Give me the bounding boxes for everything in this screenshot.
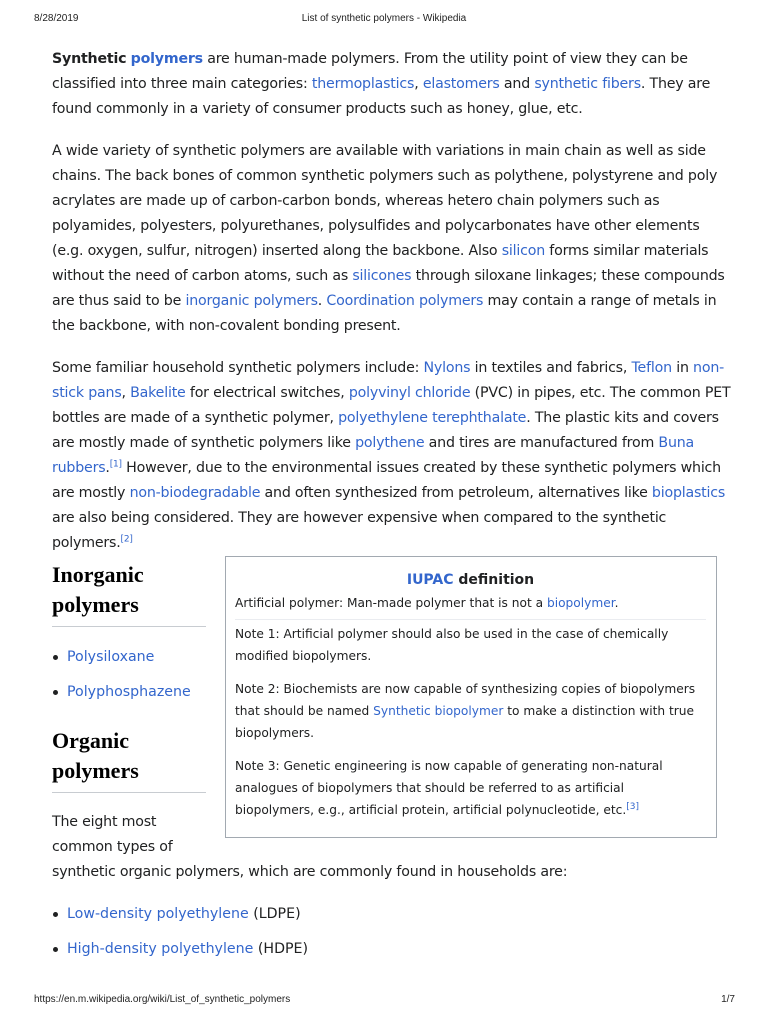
- iupac-title: [235, 569, 706, 591]
- link-coordination-polymers[interactable]: Coordination polymers: [326, 293, 484, 309]
- print-page-title: List of synthetic polymers - Wikipedia: [301, 13, 467, 24]
- reference-3[interactable]: [3]: [626, 801, 639, 812]
- intro-text-4: . They are found commonly in a variety of consumer products such as honey, glue, etc.: [52, 76, 711, 117]
- organic-heading: Organic polymers: [52, 726, 206, 793]
- p2-text-2: forms similar materials without the need of carbon atoms, such as: [52, 243, 709, 284]
- link-silicon[interactable]: silicon: [501, 243, 545, 259]
- list-item: [52, 938, 308, 973]
- link-iupac[interactable]: IUPAC: [406, 572, 454, 588]
- link-nylons[interactable]: Nylons: [423, 360, 471, 376]
- p3-text-11: and often synthesized from petroleum, alternatives like: [260, 485, 652, 501]
- link-pet[interactable]: polyethylene terephthalate: [338, 410, 527, 426]
- iupac-note-2: [235, 678, 706, 744]
- p3-text-1: Some familiar household synthetic polymers include:: [52, 360, 424, 376]
- p3-text-9: .: [105, 460, 110, 476]
- p2-text-1: A wide variety of synthetic polymers are available with variations in main chain as well as side chains. The back bones of common synthetic polymers such as polythene, polystyrene and poly acrylates are made up of carbon-carbon bonds, whereas hetero chain polymers such as polyamides, polyesters, polyurethanes, polysulfides and polycarbonates have other elements (e.g. oxygen, sulfur, nitrogen) inserted along the backbone. Also: [52, 143, 718, 259]
- intro-text-1: are human-made polymers. From the utility point of view they can be classified into three main categories:: [52, 51, 688, 92]
- link-silicones[interactable]: silicones: [352, 268, 412, 284]
- iupac-def-text: Artificial polymer: Man-made polymer that is not a: [235, 596, 547, 610]
- organic-intro-a: The eight most common types of: [52, 814, 173, 855]
- reference-1[interactable]: [1]: [109, 459, 122, 470]
- iupac-definition-box: [225, 556, 717, 838]
- p3-text-2: in textiles and fabrics,: [470, 360, 632, 376]
- list-item: [52, 646, 191, 681]
- link-polyvinyl-chloride[interactable]: polyvinyl chloride: [348, 385, 471, 401]
- organic-intro-b: synthetic organic polymers, which are commonly found in households are:: [52, 864, 568, 880]
- household-paragraph: [52, 356, 732, 556]
- link-polyphosphazene[interactable]: Polyphosphazene: [67, 684, 191, 700]
- p2-text-5: may contain a range of metals in the backbone, with non-covalent bonding present.: [52, 293, 717, 334]
- p3-text-6: (PVC) in pipes, etc. The common PET bottles are made of a synthetic polymer,: [52, 385, 731, 426]
- link-polysiloxane[interactable]: Polysiloxane: [67, 649, 155, 665]
- p3-text-4: ,: [121, 385, 131, 401]
- reference-2[interactable]: [2]: [120, 534, 133, 545]
- iupac-note-1: Note 1: Artificial polymer should also be used in the case of chemically modified biopolymers.: [235, 627, 669, 663]
- iupac-definition: [235, 592, 706, 620]
- p3-text-7: . The plastic kits and covers are mostly made of synthetic polymers like: [52, 410, 719, 451]
- link-biopolymer[interactable]: biopolymer: [546, 596, 615, 610]
- list-item: [52, 903, 308, 938]
- inorganic-heading: Inorganic polymers: [52, 560, 206, 627]
- link-teflon[interactable]: Teflon: [631, 360, 672, 376]
- intro-paragraph: [52, 47, 732, 122]
- iupac-def-end: .: [614, 596, 619, 610]
- link-polymers[interactable]: polymers: [130, 51, 203, 67]
- link-synthetic-biopolymer[interactable]: Synthetic biopolymer: [373, 704, 504, 718]
- iupac-note-3: [235, 755, 706, 821]
- iupac-note2-b: to make a distinction with true biopolymers.: [235, 704, 695, 740]
- p3-text-5: for electrical switches,: [185, 385, 349, 401]
- p3-text-8: and tires are manufactured from: [424, 435, 659, 451]
- print-page-number: 1/7: [721, 994, 735, 1005]
- link-thermoplastics[interactable]: thermoplastics: [311, 76, 415, 92]
- link-hdpe[interactable]: High-density polyethylene: [67, 941, 254, 957]
- inorganic-list: [52, 646, 191, 716]
- intro-text-3: and: [499, 76, 535, 92]
- p2-text-3: through siloxane linkages; these compounds are thus said to be: [52, 268, 725, 309]
- intro-text-2: ,: [414, 76, 423, 92]
- p3-text-12: are also being considered. They are however expensive when compared to the synthetic polymers.: [52, 510, 667, 551]
- link-bioplastics[interactable]: bioplastics: [651, 485, 726, 501]
- intro-bold-synthetic: Synthetic: [52, 51, 127, 67]
- hdpe-suffix: (HDPE): [253, 941, 309, 957]
- p2-text-4: .: [317, 293, 327, 309]
- print-date: 8/28/2019: [34, 13, 79, 24]
- print-url: https://en.m.wikipedia.org/wiki/List_of_synthetic_polymers: [34, 994, 291, 1005]
- p3-text-10: However, due to the environmental issues created by these synthetic polymers which are mostly: [52, 460, 721, 501]
- ldpe-suffix: (LDPE): [248, 906, 301, 922]
- iupac-note2-a: Note 2: Biochemists are now capable of synthesizing copies of biopolymers that should be named: [235, 682, 696, 718]
- link-bakelite[interactable]: Bakelite: [130, 385, 186, 401]
- list-item: [52, 681, 191, 716]
- link-elastomers[interactable]: elastomers: [422, 76, 500, 92]
- organic-list: [52, 903, 308, 973]
- p3-text-3: in: [671, 360, 694, 376]
- link-ldpe[interactable]: Low-density polyethylene: [67, 906, 249, 922]
- iupac-note3-text: Note 3: Genetic engineering is now capable of generating non-natural analogues of biopolymers that should be referred to as artificial biopolymers, e.g., artificial protein, artificial polynucleotide, etc.: [235, 759, 663, 817]
- link-inorganic-polymers[interactable]: inorganic polymers: [185, 293, 318, 309]
- link-non-biodegradable[interactable]: non-biodegradable: [129, 485, 261, 501]
- link-non-stick-pans[interactable]: non-stick pans: [52, 360, 725, 401]
- link-buna-rubbers[interactable]: Buna rubbers: [52, 435, 695, 476]
- backbone-paragraph: [52, 139, 732, 339]
- link-polythene[interactable]: polythene: [355, 435, 425, 451]
- link-synthetic-fibers[interactable]: synthetic fibers: [534, 76, 641, 92]
- iupac-title-rest: definition: [453, 572, 535, 588]
